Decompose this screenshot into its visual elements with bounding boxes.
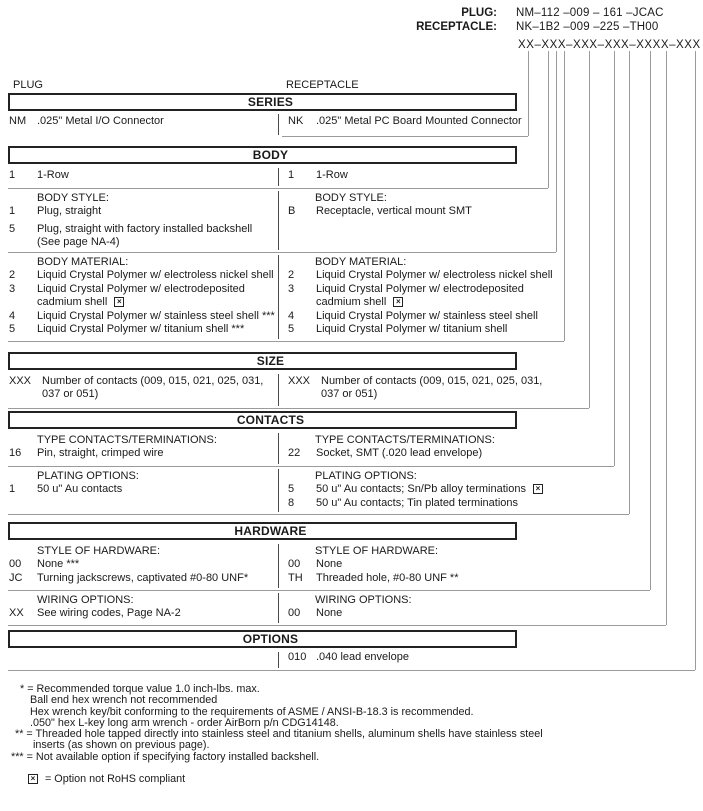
option-text: Pin, straight, crimped wire: [37, 447, 164, 460]
not-rohs-icon: ×: [533, 484, 543, 494]
body-row-left-item: [8, 169, 278, 182]
body-style-left: [8, 189, 278, 252]
footnote-rohs-text: = Option not RoHS compliant: [45, 773, 186, 786]
option-text-line2: [316, 296, 524, 309]
option-text-line2-text: cadmium shell: [37, 296, 108, 309]
hardware-style-right-header: STYLE OF HARDWARE:: [315, 545, 439, 557]
body-style-right-item: [287, 205, 472, 218]
option-text: See wiring codes, Page NA-2: [37, 607, 181, 620]
option-text: Liquid Crystal Polymer w/ stainless steel shell ***: [37, 309, 275, 322]
body-material-right-item: [287, 283, 553, 310]
size-right-text: [321, 375, 542, 402]
hardware-style-right-item: [287, 572, 458, 585]
size-right-line2: 037 or 051): [321, 388, 378, 401]
plating-left: [8, 467, 278, 514]
option-code: 1: [9, 205, 16, 218]
body-material-left-item: [8, 310, 278, 323]
hardware-style-right: [279, 542, 458, 590]
size-title: SIZE: [256, 354, 285, 368]
series-right-code: NK: [288, 115, 304, 127]
option-code: 3: [288, 282, 295, 295]
body-row-left: [8, 166, 278, 188]
connector-line-options: [695, 51, 696, 670]
body-material-left-item: [8, 323, 278, 336]
option-text: .040 lead envelope: [316, 651, 409, 663]
option-text-line1: Plug, straight with factory installed backshell: [37, 222, 253, 235]
connector-line-hardware-style: [650, 51, 651, 590]
option-code: 010: [288, 651, 307, 663]
option-text: Turning jackscrews, captivated #0-80 UNF*: [37, 571, 249, 584]
option-text: None ***: [37, 558, 80, 571]
option-text: Socket, SMT (.020 lead envelope): [316, 447, 483, 460]
contact-type-right-header: TYPE CONTACTS/TERMINATIONS:: [315, 434, 495, 446]
footnote-hex-key: Hex wrench key/bit conforming to the requirements of ASME / ANSI-B-18.3 is recommended.: [30, 705, 474, 718]
body-row-right-code: 1: [288, 169, 295, 181]
body-material-right: [279, 253, 553, 341]
wiring-right-item: [287, 607, 412, 620]
option-code: 2: [9, 269, 16, 282]
option-text-line1: 50 u" Au contacts; Sn/Pb alloy terminations: [316, 483, 526, 496]
series-left-text: .025" Metal I/O Connector: [37, 115, 164, 127]
hardware-style-left: [8, 542, 278, 590]
wiring-left-header: WIRING OPTIONS:: [37, 594, 134, 606]
option-text: [316, 483, 543, 496]
not-rohs-icon: ×: [28, 774, 38, 784]
footnotes: [8, 684, 543, 785]
option-text: 50 u" Au contacts: [37, 483, 123, 496]
series-left-column: [8, 112, 278, 137]
footnote-rohs: [8, 774, 543, 785]
size-left-line2: 037 or 051): [42, 388, 99, 401]
body-row-right: [279, 166, 348, 188]
option-text: 50 u" Au contacts; Tin plated terminations: [316, 496, 519, 509]
hardware-style-left-item: [8, 558, 278, 571]
option-text: Liquid Crystal Polymer w/ electroless nickel shell: [37, 269, 274, 282]
part-number-code-template: XX–XXX–XXX–XXX–XXXX–XXX: [518, 39, 701, 51]
body-style-left-item: [8, 223, 278, 250]
connector-line-series: [528, 51, 529, 136]
body-material-right-item: [287, 269, 553, 282]
series-title: SERIES: [247, 95, 294, 109]
plating-right: [279, 467, 543, 514]
series-right-item: [287, 115, 522, 128]
option-text: Liquid Crystal Polymer w/ titanium shell ***: [37, 323, 245, 336]
option-code: 16: [9, 447, 22, 460]
series-left-item: [8, 115, 278, 128]
contact-type-left-item: [8, 447, 278, 460]
not-rohs-icon: ×: [393, 297, 403, 307]
option-code: 22: [288, 447, 301, 460]
body-material-left: [8, 253, 278, 341]
receptacle-part-number-value: NK–1B2 –009 –225 –TH00: [516, 21, 659, 33]
footnote-lkey-wrench: .050" hex L-key long arm wrench - order AirBorn p/n CDG14148.: [30, 716, 339, 729]
connector-line-body-material: [564, 51, 565, 341]
options-right: [279, 650, 409, 670]
connector-line-contact-type: [614, 51, 615, 466]
plug-part-number-label: PLUG:: [461, 7, 497, 19]
plating-right-header: PLATING OPTIONS:: [315, 470, 417, 482]
option-code: 5: [9, 323, 16, 336]
footnote-ball-end: Ball end hex wrench not recommended: [30, 694, 218, 707]
wiring-block: [8, 591, 666, 626]
hardware-section-header: [8, 522, 517, 540]
option-text-line2-text: cadmium shell: [316, 296, 387, 309]
option-text: None: [316, 558, 343, 571]
option-text: Liquid Crystal Polymer w/ titanium shell: [316, 323, 508, 336]
option-code: 1: [9, 483, 16, 496]
body-material-right-item: [287, 323, 553, 336]
not-rohs-icon: ×: [114, 297, 124, 307]
option-code: TH: [288, 571, 303, 584]
connector-line-wiring: [666, 51, 667, 625]
hardware-title: HARDWARE: [234, 524, 307, 538]
option-code: 2: [288, 269, 295, 282]
options-right-item: [287, 651, 409, 664]
series-right-text: .025" Metal PC Board Mounted Connector: [316, 115, 522, 127]
body-row-right-text: 1-Row: [316, 169, 348, 181]
option-code: 00: [288, 607, 301, 620]
body-title: BODY: [252, 148, 289, 162]
contact-type-right: [279, 431, 495, 466]
wiring-left: [8, 591, 278, 625]
series-right-column: [279, 112, 522, 137]
option-code: XX: [9, 607, 24, 620]
option-code: 8: [288, 496, 295, 509]
body-style-left-header: BODY STYLE:: [37, 192, 109, 204]
size-section-header: [8, 352, 517, 370]
footnote-torque: * = Recommended torque value 1.0 inch-lbs. max.: [20, 683, 260, 695]
body-row-block: [8, 166, 548, 189]
hardware-style-block: [8, 542, 650, 591]
plating-right-item: [287, 497, 543, 510]
plug-column-label: PLUG: [13, 79, 43, 91]
size-right-code: XXX: [288, 375, 311, 387]
option-text: Liquid Crystal Polymer w/ stainless steel shell: [316, 309, 538, 322]
body-material-right-header: BODY MATERIAL:: [315, 256, 407, 268]
plating-left-header: PLATING OPTIONS:: [37, 470, 139, 482]
size-left-code: XXX: [9, 375, 32, 387]
contacts-title: CONTACTS: [236, 413, 305, 427]
size-block: [8, 372, 589, 409]
plating-right-item: [287, 483, 543, 496]
receptacle-column-label: RECEPTACLE: [286, 79, 359, 91]
wiring-right: [279, 591, 412, 625]
body-style-block: [8, 189, 556, 253]
footnote-backshell: *** = Not available option if specifying factory installed backshell.: [11, 750, 320, 763]
contacts-section-header: [8, 411, 517, 429]
options-left: [8, 650, 278, 670]
series-section-header: [8, 93, 517, 111]
option-text: Receptacle, vertical mount SMT: [316, 205, 472, 218]
wiring-right-header: WIRING OPTIONS:: [315, 594, 412, 606]
options-title: OPTIONS: [242, 632, 299, 646]
hardware-style-left-item: [8, 572, 278, 585]
option-text: Threaded hole, #0-80 UNF **: [316, 571, 459, 584]
contact-type-left-header: TYPE CONTACTS/TERMINATIONS:: [37, 434, 217, 446]
body-row-left-code: 1: [9, 169, 16, 181]
plug-part-number-value: NM–112 –009 – 161 –JCAC: [516, 7, 664, 19]
body-material-left-header: BODY MATERIAL:: [37, 256, 129, 268]
body-style-right: [279, 189, 472, 252]
option-code: B: [288, 205, 296, 218]
option-code: 00: [288, 558, 301, 571]
receptacle-part-number-label: RECEPTACLE:: [416, 21, 497, 33]
option-code: 4: [288, 309, 295, 322]
size-left-item: [8, 375, 278, 402]
body-material-left-item: [8, 283, 278, 310]
body-section-header: [8, 146, 517, 164]
contact-type-left: [8, 431, 278, 466]
option-text: None: [316, 607, 343, 620]
options-block: [8, 650, 695, 671]
body-style-left-item: [8, 205, 278, 218]
contact-type-right-item: [287, 447, 495, 460]
option-code: 4: [9, 309, 16, 322]
connector-line-body-row: [548, 51, 549, 188]
body-row-right-item: [287, 169, 348, 182]
size-left: [8, 372, 278, 408]
option-code: 5: [288, 323, 295, 336]
options-section-header: [8, 630, 517, 648]
size-left-text: [42, 375, 263, 402]
body-material-left-item: [8, 269, 278, 282]
option-text: Liquid Crystal Polymer w/ electroless nickel shell: [316, 269, 553, 282]
connector-line-size: [589, 51, 590, 408]
option-code: 5: [288, 483, 295, 496]
option-code: 5: [9, 222, 16, 235]
option-text-line2: [37, 296, 245, 309]
body-row-left-text: 1-Row: [37, 169, 69, 181]
option-code: 00: [9, 558, 22, 571]
option-code: 3: [9, 282, 16, 295]
wiring-left-item: [8, 607, 278, 620]
option-text: [316, 283, 524, 310]
size-right-line1: Number of contacts (009, 015, 021, 025, 031,: [321, 375, 543, 387]
size-left-line1: Number of contacts (009, 015, 021, 025, 031,: [42, 375, 264, 387]
option-text-line1: Liquid Crystal Polymer w/ electrodeposited: [37, 282, 245, 295]
connector-line-plating: [629, 51, 630, 514]
option-text-line1: Liquid Crystal Polymer w/ electrodeposited: [316, 282, 524, 295]
body-style-right-header: BODY STYLE:: [315, 192, 387, 204]
connector-line-body-style: [556, 51, 557, 252]
series-left-code: NM: [9, 115, 27, 127]
hardware-style-right-item: [287, 558, 458, 571]
plating-left-item: [8, 483, 278, 496]
option-text: Plug, straight: [37, 205, 102, 218]
size-right-item: [287, 375, 542, 402]
series-row: [8, 112, 522, 137]
footnote-threaded-hole: ** = Threaded hole tapped directly into stainless steel and titanium shells, aluminum shells have stainless steel: [15, 728, 543, 741]
hardware-style-left-header: STYLE OF HARDWARE:: [37, 545, 161, 557]
footnote-inserts: inserts (as shown on previous page).: [33, 739, 210, 752]
body-material-right-item: [287, 310, 553, 323]
option-text: [37, 223, 252, 250]
option-text: [37, 283, 245, 310]
plating-block: [8, 467, 629, 515]
option-text-line2: (See page NA-4): [37, 236, 120, 249]
body-material-block: [8, 253, 564, 342]
option-code: JC: [9, 571, 23, 584]
contact-type-block: [8, 431, 614, 467]
size-right: [279, 372, 542, 408]
